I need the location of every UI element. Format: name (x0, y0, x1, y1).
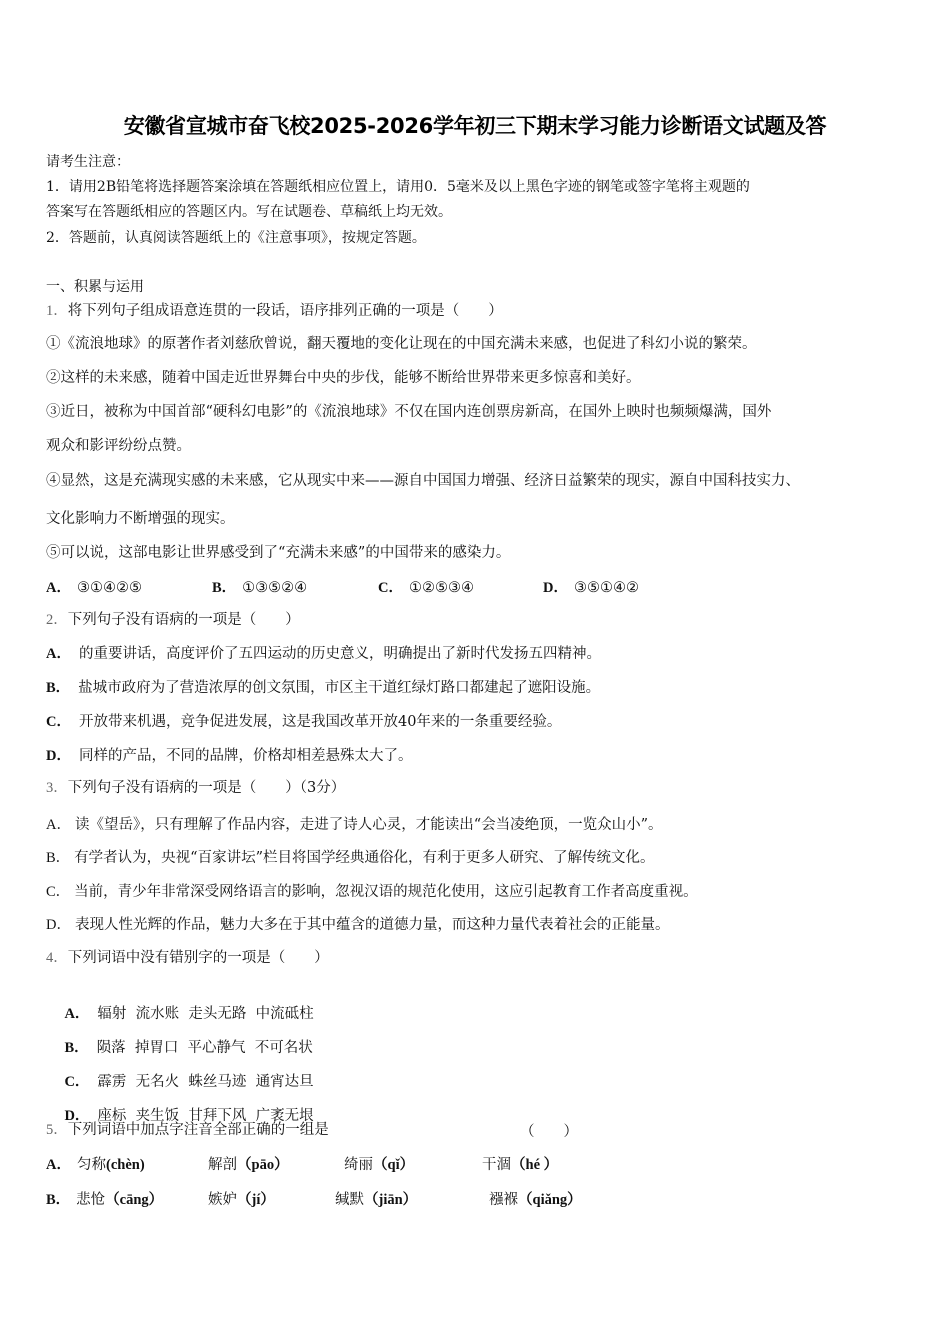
document-title: 安徽省宣城市奋飞校2025-2026学年初三下期末学习能力诊断语文试题及答 (123, 114, 827, 138)
word: 悲怆 (76, 1192, 106, 1208)
q2-option-b[interactable]: B． 盐城市政府为了营造浓厚的创文氛围，市区主干道红绿灯路口都建起了遮阳设施。 (46, 680, 601, 696)
word: 襁褓 (489, 1192, 518, 1208)
q5-option-b-item-3 (335, 1188, 417, 1209)
pinyin: （qǐ） (373, 1157, 415, 1173)
q2-option-a[interactable]: A． 的重要讲话，高度评价了五四运动的历史意义，明确提出了新时代发扬五四精神。 (46, 646, 601, 662)
q5-option-a-item-2 (208, 1153, 289, 1174)
pinyin: （pāo） (237, 1157, 289, 1173)
question-number: 5． (46, 1122, 68, 1138)
pinyin: （cāng） (105, 1192, 164, 1208)
question-text: 将下列句子组成语意连贯的一段话，语序排列正确的一项是（ ） (67, 303, 503, 319)
q5-option-b-item-2 (208, 1188, 275, 1209)
word: 干涸 (482, 1157, 511, 1173)
q1-option-a[interactable]: A． ③①④②⑤ (46, 580, 142, 596)
notice-item-1-cont: 答案写在答题纸相应的答题区内。写在试题卷、草稿纸上均无效。 (46, 204, 452, 220)
question-1-stem (46, 301, 503, 321)
word: 匀称 (76, 1157, 106, 1173)
question-number: 1． (46, 303, 68, 319)
word: 解剖 (208, 1157, 237, 1173)
question-3-stem (46, 778, 345, 798)
q1-sentence-5: ⑤可以说，这部电影让世界感受到了“充满未来感”的中国带来的感染力。 (46, 545, 511, 561)
pinyin: （jí） (237, 1192, 275, 1208)
q1-sentence-1: ①《流浪地球》的原著作者刘慈欣曾说，翻天覆地的变化让现在的中国充满未来感，也促进了科幻小说的繁荣。 (46, 336, 757, 352)
word: 嫉妒 (208, 1192, 237, 1208)
question-text: 下列句子没有语病的一项是（ ）（3分） (67, 780, 346, 796)
q1-option-d[interactable]: D． ③⑤①④② (543, 580, 639, 596)
q4-option-a[interactable]: A． 辐射 流水账 走头无路 中流砥柱 (64, 1006, 314, 1022)
question-text: 下列词语中没有错别字的一项是（ ） (67, 950, 329, 966)
q1-sentence-3: ③近日，被称为中国首部“硬科幻电影”的《流浪地球》不仅在国内连创票房新高，在国外上映时也频频爆满，国外 (46, 404, 772, 420)
question-text: 下列句子没有语病的一项是（ ） (67, 612, 300, 628)
question-2-stem (46, 610, 300, 630)
notice-item-2: 2．答题前，认真阅读答题纸上的《注意事项》，按规定答题。 (46, 230, 426, 246)
q1-sentence-4: ④显然，这是充满现实感的未来感，它从现实中来——源自中国国力增强、经济日益繁荣的现实，源自中国科技实力、 (46, 473, 800, 489)
question-number: 4． (46, 950, 68, 966)
q3-option-b[interactable]: B． 有学者认为，央视“百家讲坛”栏目将国学经典通俗化，有利于更多人研究、了解传统文化。 (46, 850, 655, 866)
pinyin: （qiǎng） (518, 1192, 582, 1208)
q5-option-b-item-4 (489, 1188, 582, 1209)
question-5-stem (46, 1120, 329, 1140)
question-number: 2． (46, 612, 68, 628)
q1-option-b[interactable]: B． ①③⑤②④ (212, 580, 308, 596)
q5-option-a-item-3 (344, 1153, 414, 1174)
pinyin: （hé ） (511, 1157, 559, 1173)
q1-sentence-4-cont: 文化影响力不断增强的现实。 (46, 511, 235, 527)
section-heading: 一、积累与运用 (46, 279, 144, 295)
word: 缄默 (335, 1192, 364, 1208)
word: 绮丽 (344, 1157, 373, 1173)
q1-sentence-3-cont: 观众和影评纷纷点赞。 (46, 438, 191, 454)
notice-heading: 请考生注意： (46, 154, 130, 170)
question-text: 下列词语中加点字注音全部正确的一组是 (67, 1122, 329, 1138)
q2-option-c[interactable]: C． 开放带来机遇，竞争促进发展，这是我国改革开放40年来的一条重要经验。 (46, 714, 562, 730)
pinyin: (chèn) (105, 1157, 145, 1173)
pinyin: （jiān） (364, 1192, 418, 1208)
q4-option-d[interactable]: D． 座标 夹生饭 甘拜下风 广袤无垠 (64, 1108, 314, 1124)
q4-option-b[interactable]: B． 陨落 掉胃口 平心静气 不可名状 (64, 1040, 313, 1056)
q5-option-b[interactable]: B． 悲怆（cāng） (46, 1192, 164, 1208)
q4-option-c[interactable]: C． 霹雳 无名火 蛛丝马迹 通宵达旦 (64, 1074, 314, 1090)
q3-option-a[interactable]: A． 读《望岳》，只有理解了作品内容，走进了诗人心灵，才能读出“会当凌绝顶，一览众山小”。 (46, 817, 663, 833)
question-4-stem (46, 948, 329, 968)
q5-answer-paren: （ ） (520, 1124, 578, 1140)
q3-option-c[interactable]: C． 当前，青少年非常深受网络语言的影响，忽视汉语的规范化使用，这应引起教育工作者高度重视。 (46, 884, 698, 900)
question-number: 3． (46, 780, 68, 796)
q5-option-a-item-4 (482, 1153, 558, 1174)
q2-option-d[interactable]: D． 同样的产品，不同的品牌，价格却相差悬殊太大了。 (46, 748, 413, 764)
q1-option-c[interactable]: C． ①②⑤③④ (378, 580, 474, 596)
q5-option-a[interactable]: A． 匀称(chèn) (46, 1157, 145, 1173)
notice-item-1: 1．请用2B铅笔将选择题答案涂填在答题纸相应位置上，请用0．5毫米及以上黑色字迹的钢笔或签字笔将主观题的 (46, 179, 750, 195)
q1-sentence-2: ②这样的未来感，随着中国走近世界舞台中央的步伐，能够不断给世界带来更多惊喜和美好。 (46, 370, 641, 386)
q3-option-d[interactable]: D． 表现人性光辉的作品，魅力大多在于其中蕴含的道德力量，而这种力量代表着社会的正能量。 (46, 917, 670, 933)
